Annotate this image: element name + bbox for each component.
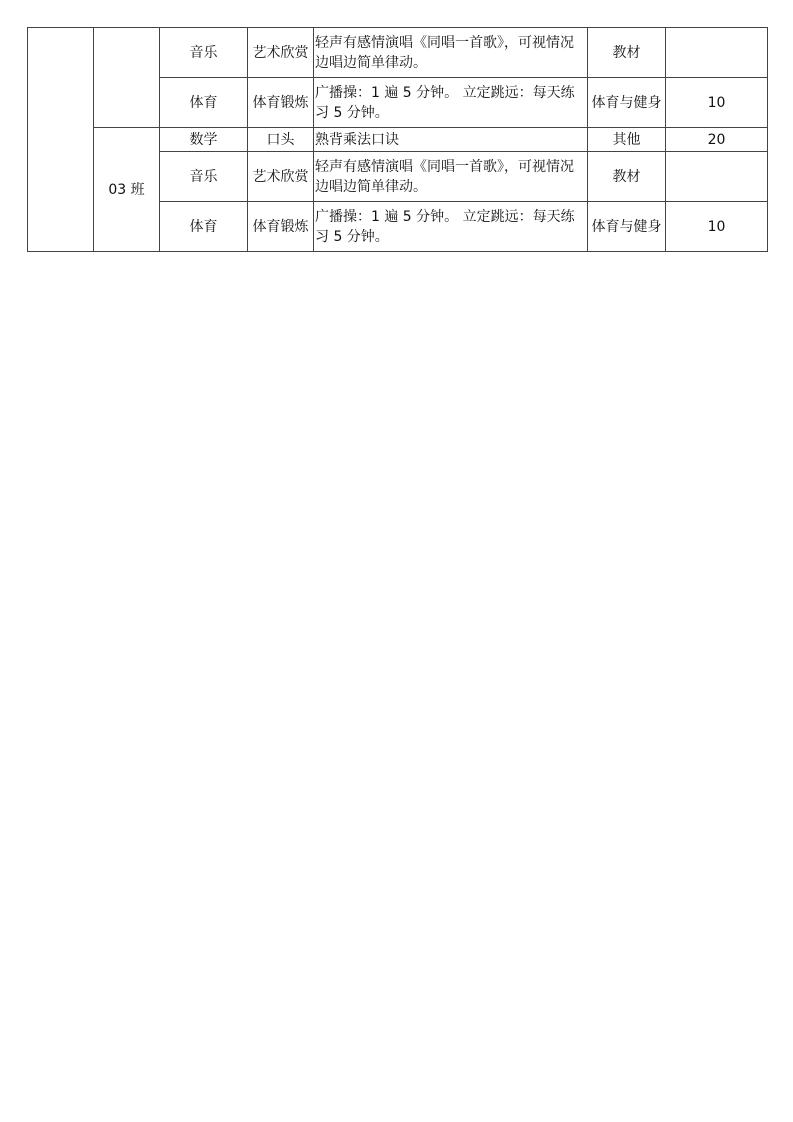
subject-cell: 音乐 bbox=[160, 152, 248, 202]
table-row bbox=[28, 128, 768, 152]
subject-cell: 体育 bbox=[160, 202, 248, 252]
homework-content-cell: 熟背乘法口诀 bbox=[314, 128, 588, 152]
source-cell: 其他 bbox=[588, 128, 666, 152]
source-cell: 体育与健身 bbox=[588, 202, 666, 252]
homework-type-cell: 口头 bbox=[248, 128, 314, 152]
homework-table bbox=[27, 27, 768, 252]
homework-type-cell: 艺术欣赏 bbox=[248, 28, 314, 78]
class-cell bbox=[94, 28, 160, 128]
homework-content-cell: 广播操：1 遍 5 分钟。 立定跳远：每天练习 5 分钟。 bbox=[314, 202, 588, 252]
homework-content-cell: 轻声有感情演唱《同唱一首歌》，可视情况边唱边简单律动。 bbox=[314, 152, 588, 202]
source-cell: 教材 bbox=[588, 28, 666, 78]
source-cell: 教材 bbox=[588, 152, 666, 202]
homework-content-cell: 广播操：1 遍 5 分钟。 立定跳远：每天练习 5 分钟。 bbox=[314, 78, 588, 128]
source-cell: 体育与健身 bbox=[588, 78, 666, 128]
grade-cell bbox=[28, 28, 94, 252]
homework-content-cell: 轻声有感情演唱《同唱一首歌》，可视情况边唱边简单律动。 bbox=[314, 28, 588, 78]
subject-cell: 数学 bbox=[160, 128, 248, 152]
homework-type-cell: 艺术欣赏 bbox=[248, 152, 314, 202]
class-cell: 03 班 bbox=[94, 128, 160, 252]
minutes-cell: 10 bbox=[666, 202, 768, 252]
homework-type-cell: 体育锻炼 bbox=[248, 202, 314, 252]
minutes-cell: 20 bbox=[666, 128, 768, 152]
subject-cell: 体育 bbox=[160, 78, 248, 128]
minutes-cell: 10 bbox=[666, 78, 768, 128]
subject-cell: 音乐 bbox=[160, 28, 248, 78]
homework-type-cell: 体育锻炼 bbox=[248, 78, 314, 128]
minutes-cell bbox=[666, 28, 768, 78]
minutes-cell bbox=[666, 152, 768, 202]
table-row bbox=[28, 28, 768, 78]
